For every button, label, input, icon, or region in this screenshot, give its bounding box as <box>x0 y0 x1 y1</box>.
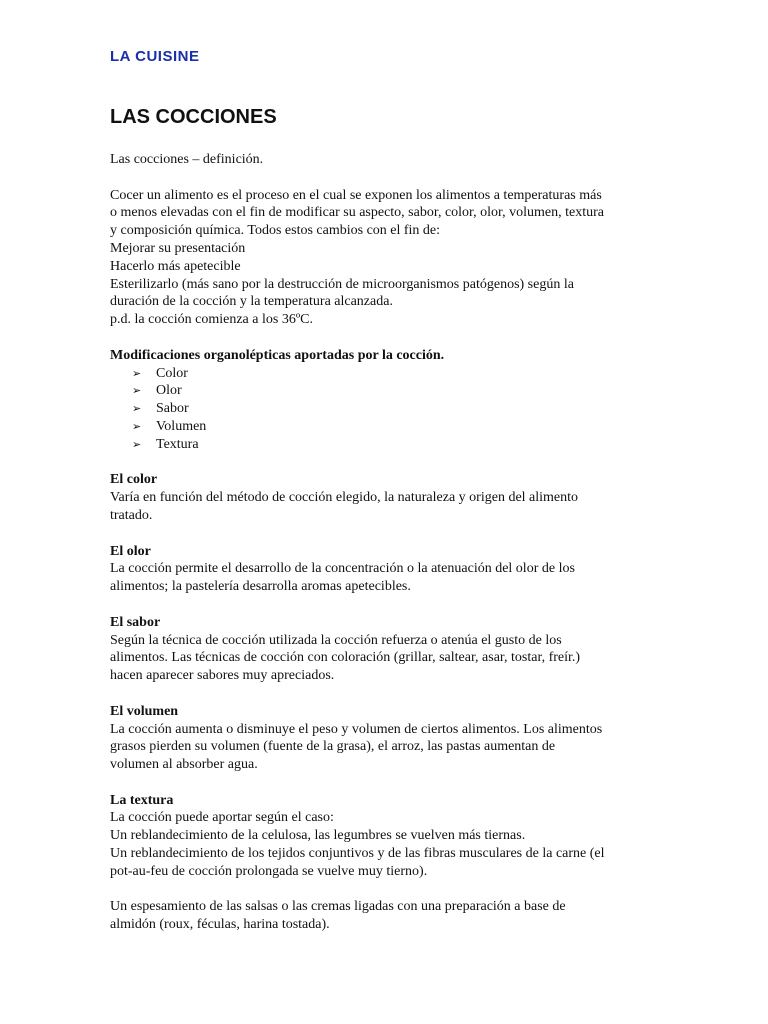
section-heading: El olor <box>110 543 151 559</box>
section-line: hacen aparecer sabores muy apreciados. <box>110 668 335 684</box>
list-item-label: Olor <box>156 383 182 399</box>
intro-line: o menos elevadas con el fin de modificar su aspecto, sabor, color, olor, volumen, textura <box>110 205 604 221</box>
section-texture <box>110 792 650 881</box>
arrowhead-bullet-icon: ➢ <box>132 419 142 433</box>
list-item <box>132 400 650 418</box>
section-line: tratado. <box>110 507 153 523</box>
section-line: La cocción puede aportar según el caso: <box>110 810 334 826</box>
modifications-block <box>110 347 650 454</box>
section-line: La cocción aumenta o disminuye el peso y volumen de ciertos alimentos. Los alimentos <box>110 721 603 737</box>
list-item <box>132 365 650 383</box>
section-line: Varía en función del método de cocción elegido, la naturaleza y origen del alimento <box>110 490 579 506</box>
list-item-label: Volumen <box>156 418 207 434</box>
list-item-label: Textura <box>156 436 199 452</box>
intro-line: Cocer un alimento es el proceso en el cual se exponen los alimentos a temperaturas más <box>110 187 602 203</box>
intro-block <box>110 151 650 329</box>
list-item <box>132 418 650 436</box>
section-line: Un reblandecimiento de los tejidos conjuntivos y de las fibras musculares de la carne (el <box>110 846 605 862</box>
section-line: La cocción permite el desarrollo de la concentración o la atenuación del olor de los <box>110 561 575 577</box>
brand-header: LA CUISINE <box>110 48 200 65</box>
section-line: Según la técnica de cocción utilizada la cocción refuerza o atenúa el gusto de los <box>110 632 562 648</box>
section-line: alimentos. Las técnicas de cocción con coloración (grillar, saltear, asar, tostar, freír.) <box>110 650 581 666</box>
section-line: Un reblandecimiento de la celulosa, las legumbres se vuelven más tiernas. <box>110 828 526 844</box>
paragraph-gap <box>110 454 650 472</box>
section-heading: La textura <box>110 792 174 808</box>
intro-line: duración de la cocción y la temperatura alcanzada. <box>110 294 393 310</box>
section-volume <box>110 703 650 774</box>
list-item <box>132 382 650 400</box>
arrowhead-bullet-icon: ➢ <box>132 437 142 451</box>
paragraph-gap <box>110 881 650 899</box>
paragraph-gap <box>110 169 650 187</box>
section-smell <box>110 543 650 596</box>
paragraph-gap <box>110 525 650 543</box>
section-heading: El sabor <box>110 614 161 630</box>
section-heading: El volumen <box>110 703 179 719</box>
paragraph-gap <box>110 329 650 347</box>
section-line: alimentos; la pastelería desarrolla aromas apetecibles. <box>110 579 411 595</box>
section-heading: El color <box>110 472 158 488</box>
closing-line: Un espesamiento de las salsas o las cremas ligadas con una preparación a base de <box>110 899 566 915</box>
list-item-label: Color <box>156 365 188 381</box>
paragraph-gap <box>110 596 650 614</box>
list-item-label: Sabor <box>156 401 189 417</box>
arrowhead-bullet-icon: ➢ <box>132 366 142 380</box>
section-line: pot-au-feu de cocción prolongada se vuelve muy tierno). <box>110 863 428 879</box>
section-line: grasos pierden su volumen (fuente de la grasa), el arroz, las pastas aumentan de <box>110 739 556 755</box>
arrowhead-bullet-icon: ➢ <box>132 384 142 398</box>
modifications-list <box>110 365 650 454</box>
closing-line: almidón (roux, féculas, harina tostada). <box>110 917 330 933</box>
intro-line: p.d. la cocción comienza a los 36ºC. <box>110 312 313 328</box>
intro-subtitle: Las cocciones – definición. <box>110 152 264 167</box>
section-color <box>110 471 650 524</box>
arrowhead-bullet-icon: ➢ <box>132 402 142 416</box>
intro-line: Mejorar su presentación <box>110 240 246 256</box>
closing-block <box>110 898 650 934</box>
section-line: volumen al absorber agua. <box>110 757 258 773</box>
page-title: LAS COCCIONES <box>110 106 277 128</box>
intro-line: Hacerlo más apetecible <box>110 258 241 274</box>
paragraph-gap <box>110 774 650 792</box>
list-item <box>132 436 650 454</box>
paragraph-gap <box>110 685 650 703</box>
section-flavor <box>110 614 650 685</box>
document-body <box>110 151 650 934</box>
intro-line: y composición química. Todos estos cambios con el fin de: <box>110 223 441 239</box>
modifications-heading: Modificaciones organolépticas aportadas por la cocción. <box>110 347 445 363</box>
intro-line: Esterilizarlo (más sano por la destrucción de microorganismos patógenos) según la <box>110 276 574 292</box>
